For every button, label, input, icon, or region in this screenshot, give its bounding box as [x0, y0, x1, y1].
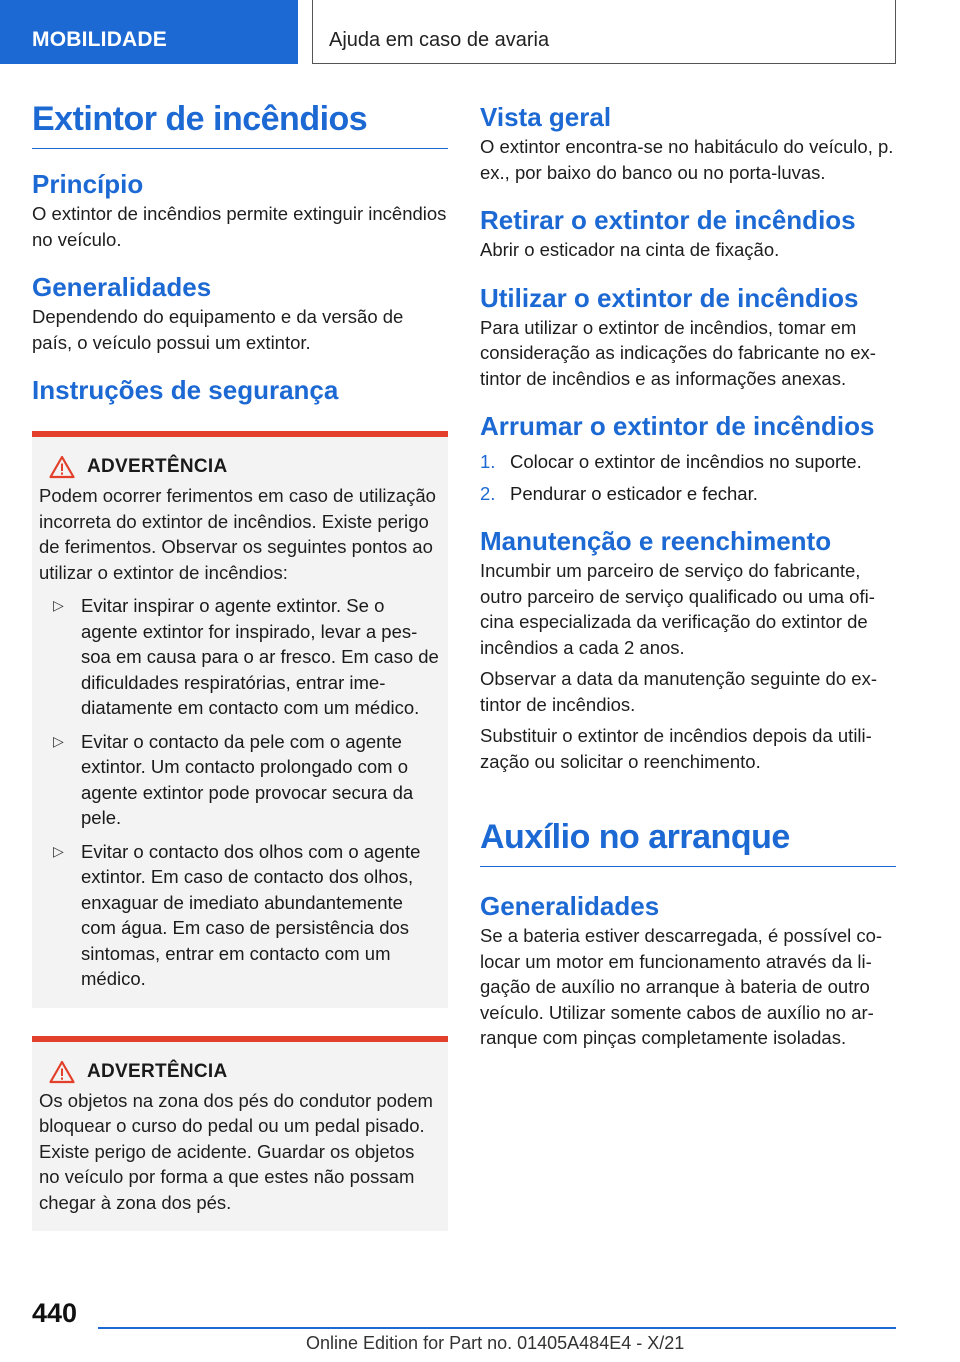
edition-text: Online Edition for Part no. 01405A484E4 - X/21	[306, 1333, 685, 1353]
warning-box	[32, 1036, 448, 1232]
step-text: Pendurar o esticador e fechar.	[510, 482, 758, 504]
warning-triangle-icon	[49, 1060, 75, 1084]
bullet-triangle-icon: ▷	[53, 732, 64, 749]
step-text: Colocar o extintor de incêndios no suporte.	[510, 451, 862, 472]
text-vista-geral: O extintor encontra-se no habitáculo do veículo, p. ex., por baixo do banco ou no porta-luvas.	[480, 136, 894, 183]
list-item	[39, 839, 440, 992]
step-number: 2.	[480, 482, 496, 504]
heading-vista-geral: Vista geral	[480, 102, 612, 132]
list-item	[39, 593, 440, 721]
text-retirar: Abrir o esticador na cinta de fixação.	[480, 239, 780, 260]
page-number: 440	[32, 1298, 78, 1328]
warning-triangle-icon	[49, 455, 75, 479]
warning-text: Podem ocorrer ferimentos em caso de utilização incorreta do extintor de incêndios. Existe perigo de ferimentos. Observar os seguintes pontos ao utilizar o extintor de incêndios:	[39, 485, 436, 583]
page-header	[0, 0, 960, 66]
bullet-text: Evitar o contacto da pele com o agente extintor. Um contacto prolongado com o agente extintor pode provocar secura da pele.	[81, 730, 414, 828]
heading-manutencao: Manutenção e reenchimento	[480, 526, 832, 556]
section-label: MOBILIDADE	[32, 28, 167, 51]
heading-principio: Princípio	[32, 169, 144, 199]
list-item	[480, 449, 896, 475]
chapter-title-extintor: Extintor de incêndios	[32, 96, 448, 149]
warning-header	[49, 455, 440, 479]
text-principio: O extintor de incêndios permite extinguir incêndios no veículo.	[32, 203, 447, 250]
text-manutencao-2: Observar a data da manutenção seguinte do extintor de incêndios.	[480, 668, 877, 715]
footer-divider	[98, 1327, 896, 1329]
list-item	[39, 729, 440, 831]
bullet-triangle-icon: ▷	[53, 842, 64, 859]
text-utilizar: Para utilizar o extintor de incêndios, tomar em consideração as indicações do fabricante no extintor de incêndios e as informações anexas.	[480, 316, 876, 389]
left-column	[32, 96, 448, 1231]
heading-arrumar: Arrumar o extintor de incêndios	[480, 411, 875, 441]
chapter-label: Ajuda em caso de avaria	[329, 29, 550, 51]
warning-label: ADVERTÊNCIA	[87, 1060, 228, 1082]
step-number: 1.	[480, 451, 496, 472]
warning-label: ADVERTÊNCIA	[87, 456, 228, 477]
bullet-text: Evitar o contacto dos olhos com o agente extintor. Em caso de contacto dos olhos, enxaguar de imediato abundantemente com água. Em caso de persistência dos sintomas, entrar em contacto com um médico.	[81, 840, 421, 989]
heading-seguranca: Instruções de segurança	[32, 375, 339, 405]
heading-auxilio-generalidades: Generalidades	[480, 891, 660, 921]
text-generalidades: Dependendo do equipamento e da versão de país, o veículo possui um extintor.	[32, 306, 404, 353]
steps-list	[480, 449, 896, 506]
text-auxilio-generalidades: Se a bateria estiver descarregada, é possível colocar um motor em funcionamento através da ligação de auxílio no arranque à bateria de outro veículo. Utilizar somente cabos de auxílio no arranque com pinças completamente isoladas.	[480, 925, 883, 1048]
warning-bullet-list	[39, 593, 440, 992]
text-manutencao-3: Substituir o extintor de incêndios depois da utilização ou solicitar o reenchimento.	[480, 725, 872, 772]
right-column	[480, 100, 896, 1051]
warning-box	[32, 431, 448, 1008]
list-item	[480, 481, 896, 507]
warning-text: Os objetos na zona dos pés do condutor podem bloquear o curso do pedal ou um pedal pisado. Existe perigo de acidente. Guardar os objetos no veículo por forma a que estes não possam chegar à zona dos pés.	[39, 1089, 433, 1213]
heading-generalidades: Generalidades	[32, 272, 212, 302]
section-tab	[0, 0, 298, 64]
bullet-triangle-icon: ▷	[53, 597, 64, 613]
bullet-text: Evitar inspirar o agente extintor. Se o agente extintor for inspirado, levar a pessoa em causa para o ar fresco. Em caso de dificuldades respiratórias, entrar imediatamente em contacto com um médico.	[81, 595, 439, 718]
warning-header	[49, 1060, 440, 1084]
heading-retirar: Retirar o extintor de incêndios	[480, 205, 856, 235]
heading-utilizar: Utilizar o extintor de incêndios	[480, 282, 859, 313]
chapter-tab	[312, 0, 896, 64]
text-manutencao-1: Incumbir um parceiro de serviço do fabricante, outro parceiro de serviço qualificado ou uma oficina especializada da verificação do extintor de incêndios a cada 2 anos.	[480, 560, 875, 658]
chapter-title-auxilio: Auxílio no arranque	[480, 814, 896, 867]
